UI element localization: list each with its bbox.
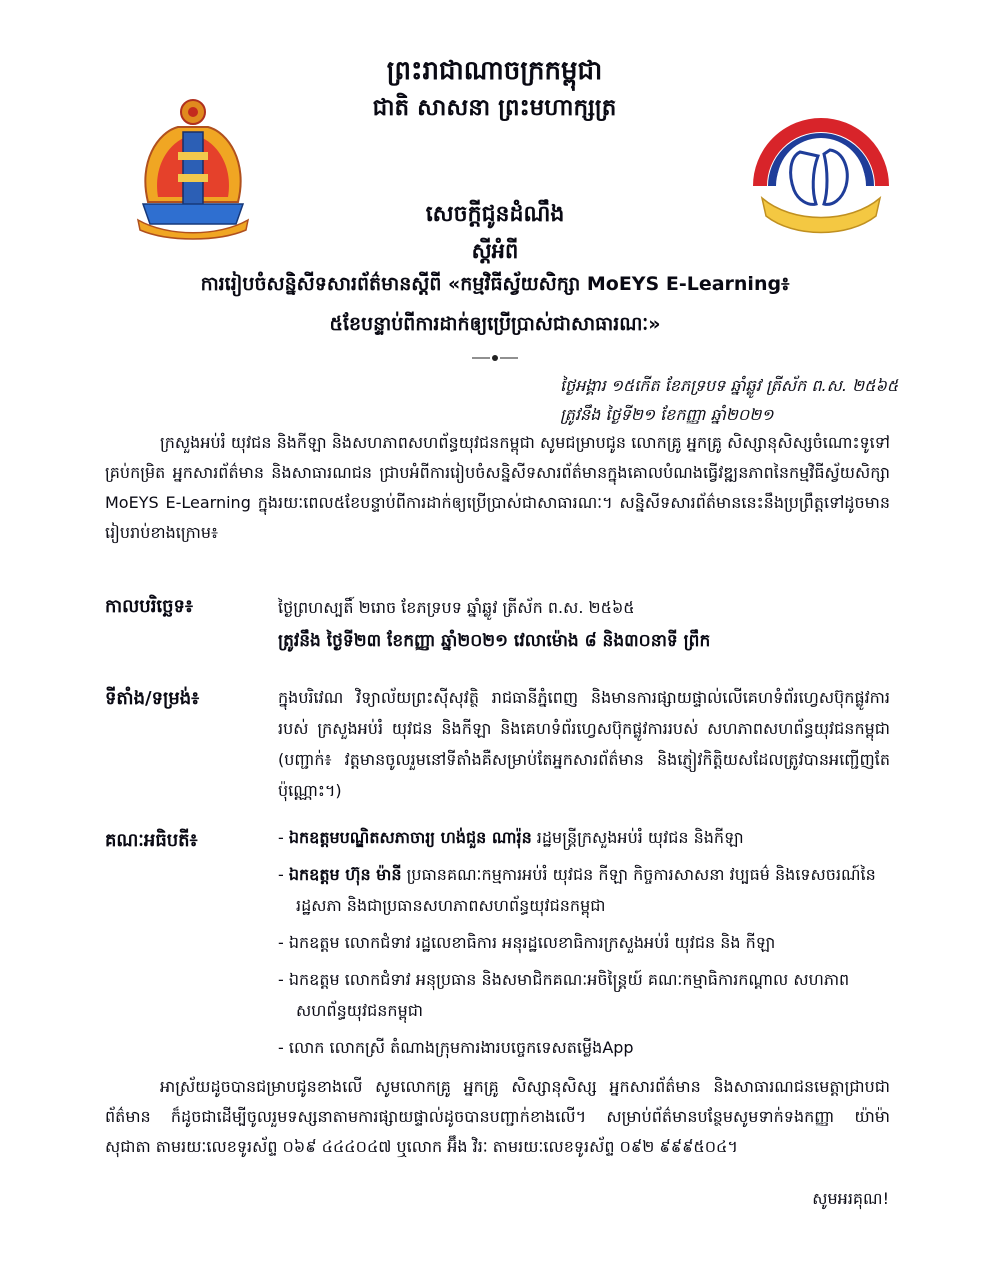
notice-subject-line2: ៥ខែបន្ទាប់ពីការដាក់ឲ្យប្រើប្រាស់ជាសាធារណៈ» (329, 313, 661, 335)
schedule-solar-date: ត្រូវនឹង ថ្ងៃទី២៣ ខែកញ្ញា ឆ្នាំ២០២១ វេលាម៉ោង ៨ និង៣០នាទី ព្រឹក (278, 631, 711, 651)
presiding-list (278, 822, 890, 1069)
thank-you: សូមអរគុណ! (812, 1189, 889, 1208)
presiding-name: ឯកឧត្តម ហ៊ុន ម៉ានី (288, 865, 402, 884)
lunar-date: ថ្ងៃអង្គារ ១៥កើត ខែភទ្របទ ឆ្នាំឆ្លូវ ត្រីស័ក ព.ស. ២៥៦៥ (560, 376, 899, 395)
list-item (278, 927, 890, 958)
presiding-label: គណៈអធិបតី៖ (105, 830, 198, 851)
presiding-role: ប្រធានគណៈកម្មការអប់រំ យុវជន កីឡា កិច្ចការសាសនា វប្បធម៌ និងទេសចរណ៍នៃរដ្ឋសភា និងជាប្រធានសហភាពសហព័ន្ធយុវជនកម្ពុជា (296, 865, 876, 915)
schedule-lunar-date: ថ្ងៃព្រហស្បតិ៍ ២រោច ខែភទ្របទ ឆ្នាំឆ្លូវ ត្រីស័ក ព.ស. ២៥៦៥ (278, 598, 635, 617)
presiding-role: ឯកឧត្តម លោកជំទាវ អនុប្រធាន និងសមាជិកគណៈអចិន្ត្រៃយ៍ គណៈកម្មាធិការកណ្តាល សហភាពសហព័ន្ធយុវជនកម្ពុជា (288, 970, 850, 1020)
schedule-label: កាលបរិច្ឆេទ៖ (105, 596, 193, 617)
closing-paragraph: អាស្រ័យដូចបានជម្រាបជូនខាងលើ សូមលោកគ្រូ អ្នកគ្រូ សិស្សានុសិស្ស អ្នកសារព័ត៌មាន និងសាធារណជនមេត្តាជ្រាបជាព័ត៌មាន ក៏ដូចជាដើម្បីចូលរួមទស្សនាតាមការផ្សាយផ្ទាល់ដូចបានបញ្ជាក់ខាងលើ។ សម្រាប់ព័ត៌មានបន្ថែមសូមទាក់ទងកញ្ញា យ៉ាម៉ា សុជាតា តាមរយៈលេខទូរស័ព្ទ ០៦៩ ៤៤៤០៤៧ ឬលោក អ៊ឹង វិរៈ តាមរយៈលេខទូរស័ព្ទ ០៩២ ៩៩៩៥០៤។ (105, 1077, 890, 1156)
location-label: ទីតាំង/ទម្រង់៖ (105, 688, 200, 709)
notice-subject-label: ស្តីអំពី (471, 239, 519, 263)
list-item (278, 1032, 890, 1063)
notice-title: សេចក្តីជូនដំណឹង (425, 202, 565, 227)
list-item (278, 822, 890, 853)
intro-paragraph: ក្រសួងអប់រំ យុវជន និងកីឡា និងសហភាពសហព័ន្ធយុវជនកម្ពុជា សូមជម្រាបជូន លោកគ្រូ អ្នកគ្រូ សិស្សានុសិស្សចំណោះទូទៅគ្រប់កម្រិត អ្នកសារព័ត៌មាន និងសាធារណជន ជ្រាបអំពីការរៀបចំសន្និសីទសារព័ត៌មានក្នុងគោលបំណងធ្វើវឌ្ឍនភាពនៃកម្មវិធីស្វ័យសិក្សា MoEYS E-Learning ក្នុងរយៈពេល៥ខែបន្ទាប់ពីការដាក់ឲ្យប្រើប្រាស់ជាសាធារណៈ។ សន្និសីទសារព័ត៌មាននេះនឹងប្រព្រឹត្តទៅដូចមានរៀបរាប់ខាងក្រោម៖ (105, 433, 890, 542)
presiding-name: ឯកឧត្តមបណ្ឌិតសភាចារ្យ ហង់ជួន ណារ៉ុន (288, 828, 532, 847)
ornament-divider-icon (470, 348, 520, 358)
presiding-role: ឯកឧត្តម លោកជំទាវ រដ្ឋលេខាធិការ អនុរដ្ឋលេខាធិការក្រសួងអប់រំ យុវជន និង កីឡា (288, 933, 776, 952)
presiding-role: លោក លោកស្រី តំណាងក្រុមការងារបច្ចេកទេសតម្លើងApp (288, 1038, 634, 1057)
solar-date: ត្រូវនឹង ថ្ងៃទី២១ ខែកញ្ញា ឆ្នាំ២០២១ (560, 405, 774, 424)
list-item (278, 964, 890, 1026)
kingdom-heading: ព្រះរាជាណាចក្រកម្ពុជា (386, 56, 603, 86)
national-motto: ជាតិ សាសនា ព្រះមហាក្សត្រ (372, 95, 617, 121)
location-text: ក្នុងបរិវេណ វិទ្យាល័យព្រះស៊ីសុវត្ថិ រាជធានីភ្នំពេញ និងមានការផ្សាយផ្ទាល់លើគេហទំព័រហ្វេសប៊ុកផ្លូវការរបស់ ក្រសួងអប់រំ យុវជន និងកីឡា និងគេហទំព័រហ្វេសប៊ុកផ្លូវការរបស់ សហភាពសហព័ន្ធយុវជនកម្ពុជា (បញ្ជាក់៖ វត្តមានចូលរួមនៅទីតាំងគឺសម្រាប់តែអ្នកសារព័ត៌មាន និងភ្ញៀវកិត្តិយសដែលត្រូវបានអញ្ជើញតែប៉ុណ្ណោះ។) (278, 688, 890, 800)
presiding-role: រដ្ឋមន្ត្រីក្រសួងអប់រំ យុវជន និងកីឡា (531, 828, 744, 847)
list-item (278, 859, 890, 921)
notice-subject-line1: ការរៀបចំសន្និសីទសារព័ត៌មានស្តីពី «កម្មវិធីស្វ័យសិក្សា MoEYS E-Learning៖ (200, 273, 790, 295)
